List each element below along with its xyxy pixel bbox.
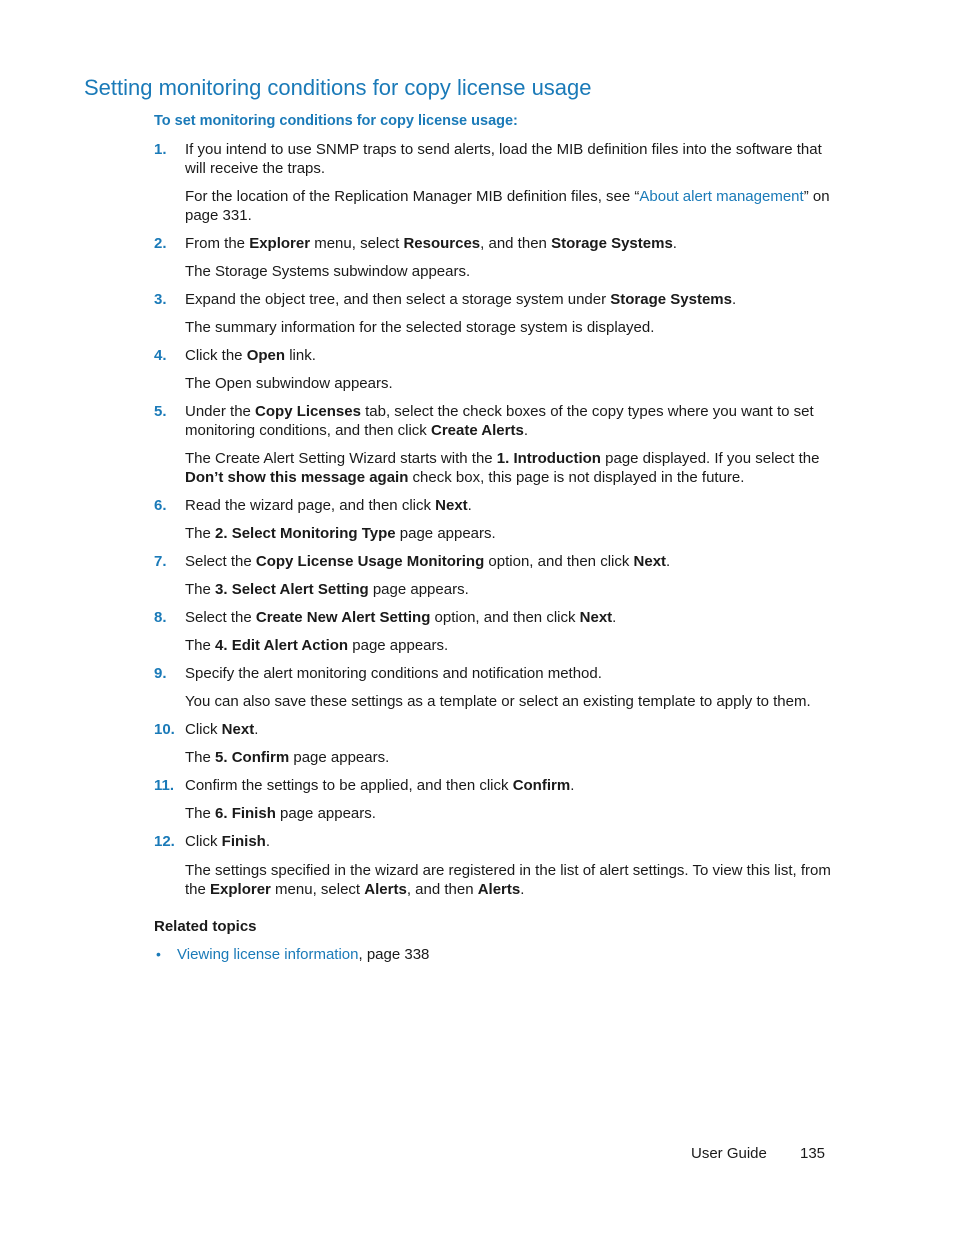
step-note: For the location of the Replication Manager MIB definition files, see “About alert management” on page 331. — [185, 188, 830, 224]
step-text: Click Next. — [185, 721, 259, 738]
step-text: Select the Create New Alert Setting option, and then click Next. — [185, 609, 617, 626]
step-note: The 2. Select Monitoring Type page appears. — [185, 525, 496, 542]
viewing-license-information-link[interactable]: Viewing license information — [177, 946, 359, 963]
step-text: Under the Copy Licenses tab, select the check boxes of the copy types where you want to set monitoring conditions, and then click Create Alerts. — [185, 403, 814, 439]
step-number: 4. — [154, 347, 167, 364]
step-note: The 6. Finish page appears. — [185, 805, 376, 822]
section-title: Setting monitoring conditions for copy license usage — [84, 75, 592, 100]
step-text: If you intend to use SNMP traps to send alerts, load the MIB definition files into the software that will receive the traps. — [185, 141, 822, 177]
step-note: The Open subwindow appears. — [185, 375, 393, 392]
related-topics-heading: Related topics — [154, 918, 257, 935]
step-note: You can also save these settings as a template or select an existing template to apply to them. — [185, 693, 811, 710]
step-note: The summary information for the selected storage system is displayed. — [185, 319, 655, 336]
step-note: The 3. Select Alert Setting page appears. — [185, 581, 469, 598]
footer-label: User Guide — [691, 1145, 767, 1162]
step-number: 10. — [154, 721, 175, 738]
step-number: 6. — [154, 497, 167, 514]
step-number: 8. — [154, 609, 167, 626]
step-text: Expand the object tree, and then select a storage system under Storage Systems. — [185, 291, 737, 308]
step-number: 12. — [154, 833, 175, 850]
step-number: 1. — [154, 141, 167, 158]
step-note: The Create Alert Setting Wizard starts with the 1. Introduction page displayed. If you select the Don’t show this message again check box, this page is not displayed in the future. — [185, 450, 820, 486]
bullet-icon: • — [156, 946, 161, 962]
procedure-heading: To set monitoring conditions for copy license usage: — [154, 113, 518, 129]
page-number: 135 — [800, 1145, 826, 1162]
step-number: 3. — [154, 291, 167, 308]
step-note: The Storage Systems subwindow appears. — [185, 263, 471, 280]
step-note: The 4. Edit Alert Action page appears. — [185, 637, 449, 654]
step-text: Confirm the settings to be applied, and then click Confirm. — [185, 777, 575, 794]
step-text: From the Explorer menu, select Resources, and then Storage Systems. — [185, 235, 677, 252]
step-note: The settings specified in the wizard are registered in the list of alert settings. To view this list, from the Explorer menu, select Alerts, and then Alerts. — [185, 862, 831, 898]
step-text: Select the Copy License Usage Monitoring option, and then click Next. — [185, 553, 671, 570]
step-text: Read the wizard page, and then click Next. — [185, 497, 472, 514]
about-alert-management-link[interactable]: About alert management — [639, 188, 804, 205]
step-number: 7. — [154, 553, 167, 570]
step-number: 11. — [154, 777, 175, 794]
step-text: Click Finish. — [185, 833, 271, 850]
step-text: Specify the alert monitoring conditions and notification method. — [185, 665, 602, 682]
step-number: 9. — [154, 665, 167, 682]
related-topic-item: Viewing license information, page 338 — [177, 946, 430, 963]
step-number: 5. — [154, 403, 167, 420]
step-number: 2. — [154, 235, 167, 252]
step-note: The 5. Confirm page appears. — [185, 749, 390, 766]
step-text: Click the Open link. — [185, 347, 316, 364]
